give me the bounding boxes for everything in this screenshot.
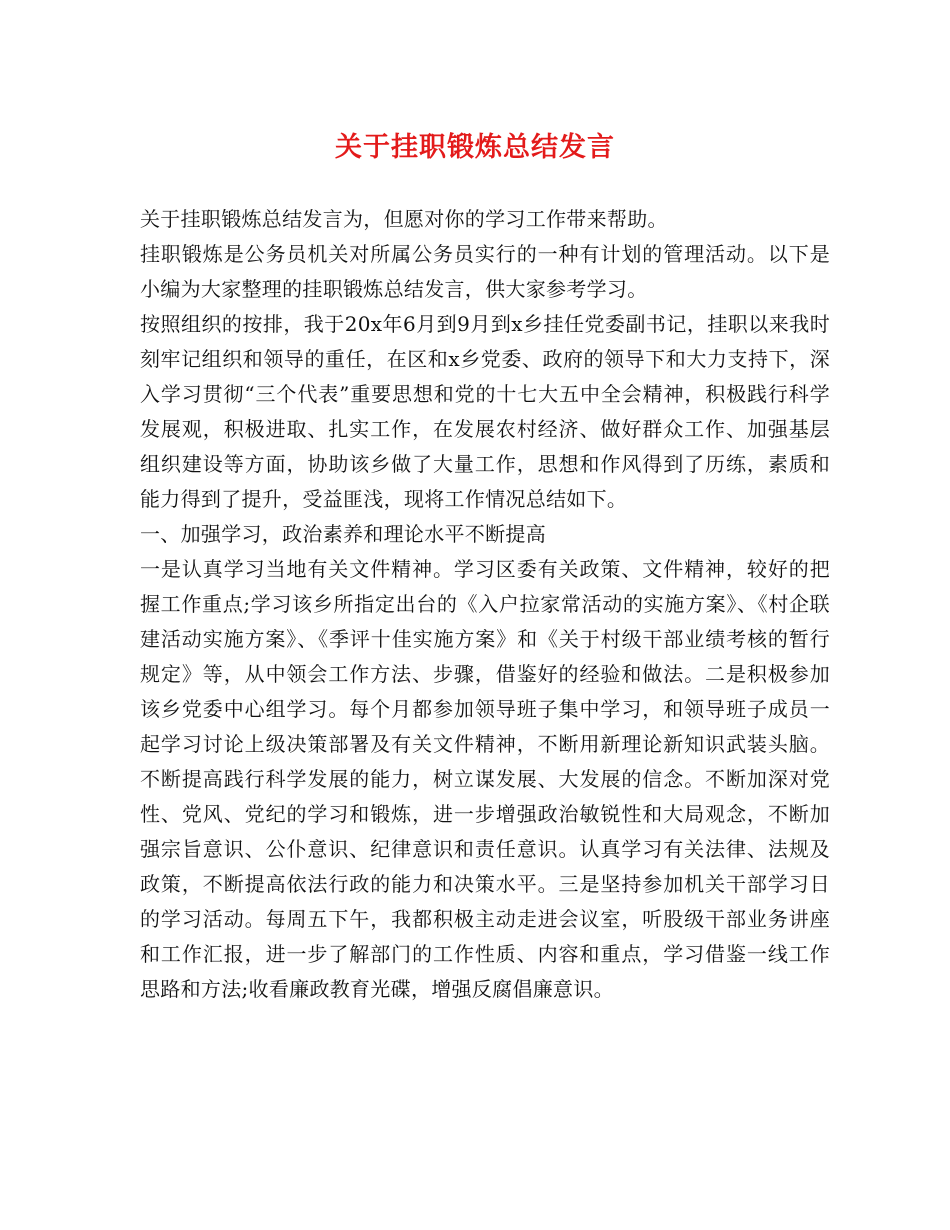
section-heading-1: 一、加强学习，政治素养和理论水平不断提高 [140, 522, 546, 546]
document-body [140, 202, 830, 1007]
document-title: 关于挂职锻炼总结发言 [335, 132, 615, 163]
paragraph-intro: 关于挂职锻炼总结发言为，但愿对你的学习工作带来帮助。 [140, 207, 668, 231]
paragraph-background: 按照组织的按排，我于20x年6月到9月到x乡挂任党委副书记，挂职以来我时刻牢记组织和领导的重任，在区和x乡党委、政府的领导下和大力支持下，深入学习贯彻“三个代表”重要思想和党的十七大五中全会精神，积极践行科学发展观，积极进取、扎实工作，在发展农村经济、做好群众工作、加强基层组织建设等方面，协助该乡做了大量工作，思想和作风得到了历练，素质和能力得到了提升，受益匪浅，现将工作情况总结如下。 [140, 312, 830, 511]
paragraph-summary: 挂职锻炼是公务员机关对所属公务员实行的一种有计划的管理活动。以下是小编为大家整理的挂职锻炼总结发言，供大家参考学习。 [140, 242, 830, 301]
paragraph-section-1: 一是认真学习当地有关文件精神。学习区委有关政策、文件精神，较好的把握工作重点;学习该乡所指定出台的《入户拉家常活动的实施方案》、《村企联建活动实施方案》、《季评十佳实施方案》和《关于村级干部业绩考核的暂行规定》等，从中领会工作方法、步骤，借鉴好的经验和做法。二是积极参加该乡党委中心组学习。每个月都参加领导班子集中学习，和领导班子成员一起学习讨论上级决策部署及有关文件精神，不断用新理论新知识武装头脑。不断提高践行科学发展的能力，树立谋发展、大发展的信念。不断加深对党性、党风、党纪的学习和锻炼，进一步增强政治敏锐性和大局观念，不断加强宗旨意识、公仆意识、纪律意识和责任意识。认真学习有关法律、法规及政策，不断提高依法行政的能力和决策水平。三是坚持参加机关干部学习日的学习活动。每周五下午，我都积极主动走进会议室，听股级干部业务讲座和工作汇报，进一步了解部门的工作性质、内容和重点，学习借鉴一线工作思路和方法;收看廉政教育光碟，增强反腐倡廉意识。 [140, 557, 830, 1001]
